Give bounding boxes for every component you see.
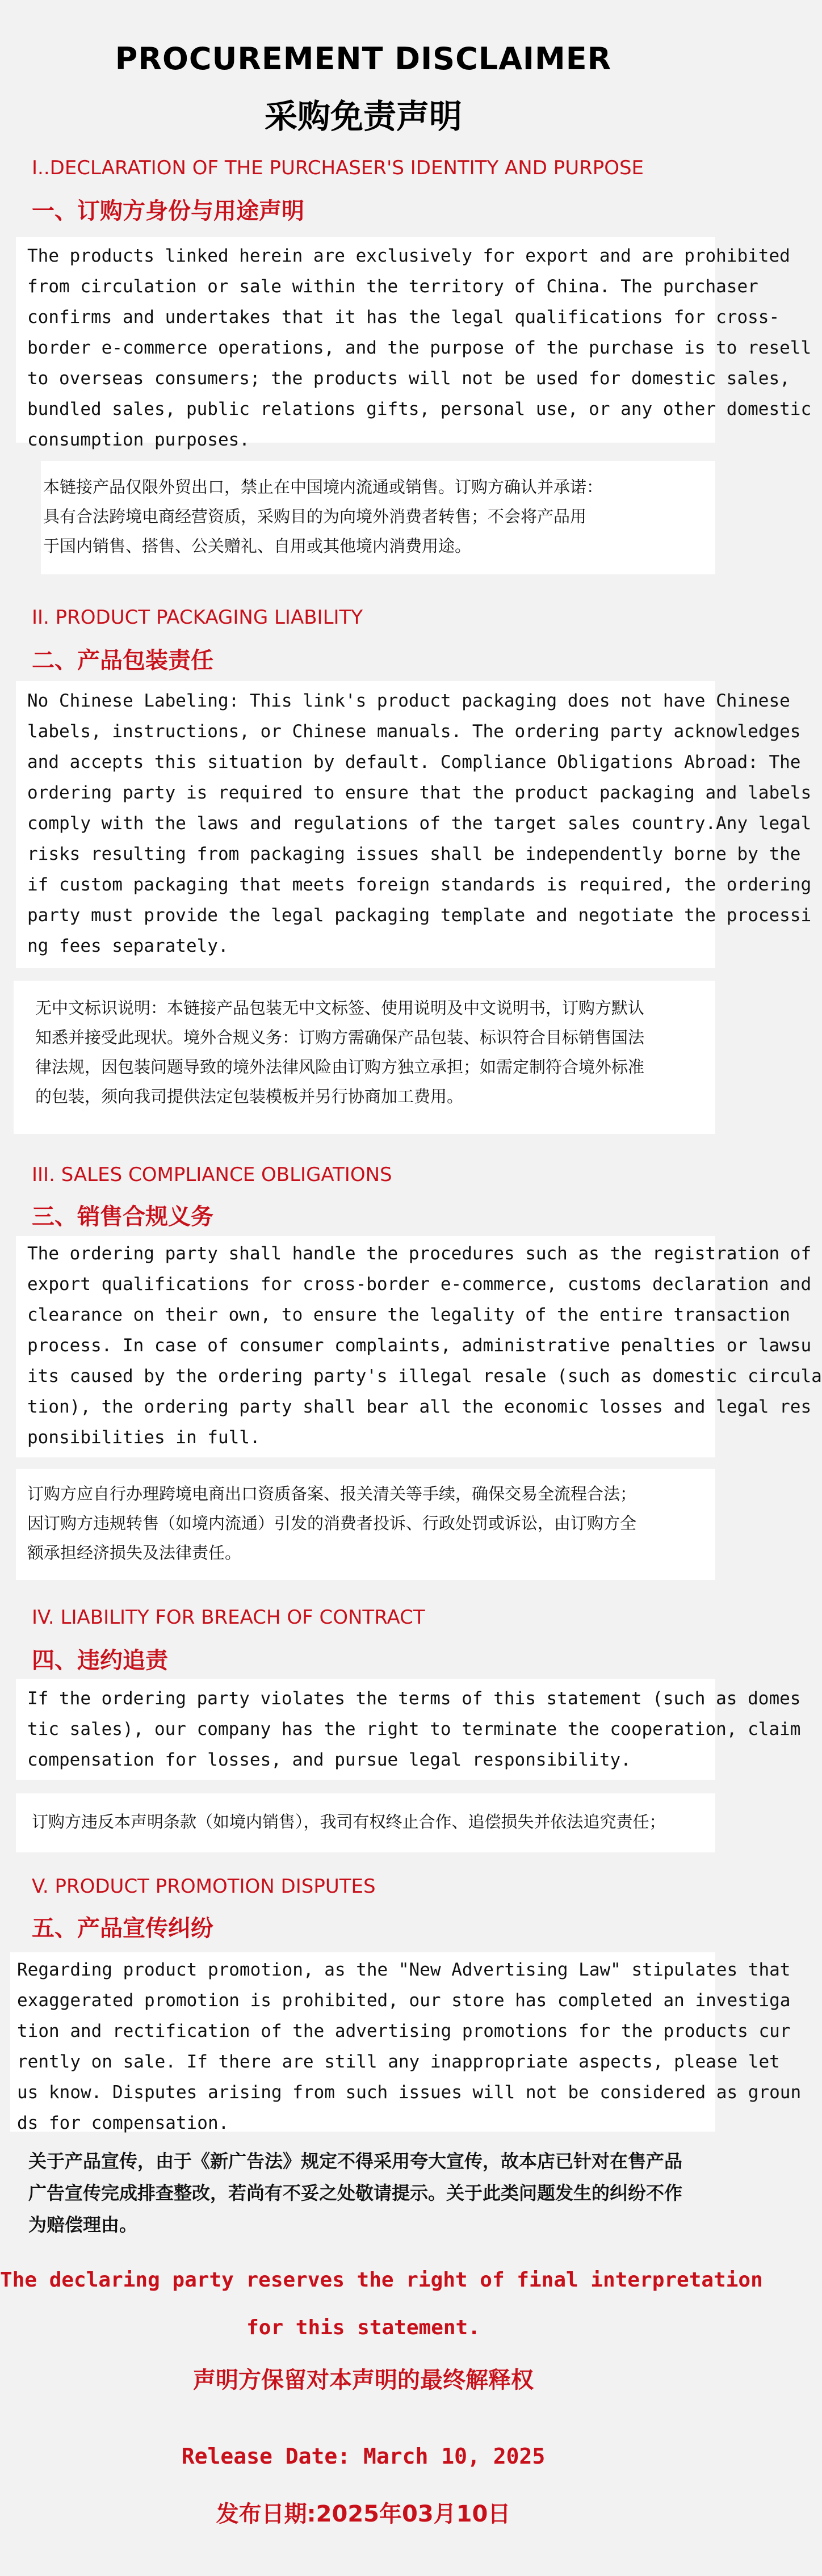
section-4-heading-cn: 四、违约追责 xyxy=(32,1648,168,1674)
page-title-en: PROCUREMENT DISCLAIMER xyxy=(115,41,612,77)
final-interpretation-cn: 声明方保留对本声明的最终解释权 xyxy=(193,2367,534,2393)
section-4-heading-en: IV. LIABILITY FOR BREACH OF CONTRACT xyxy=(32,1606,425,1629)
section-3-body-en: The ordering party shall handle the procedures such as the registration of export qualifications for cross-border e-commerce, customs declaration and clearance on their own, to ensure the legality of the entire transaction process. In case of consumer complaints, administrative penalties or lawsu its caused by the ordering party's illegal resale (such as domestic circula tion), the ordering party shall bear all the economic losses and legal res ponsibilities in full. xyxy=(27,1243,822,1448)
section-4-body-en: If the ordering party violates the terms of this statement (such as domes tic sales), our company has the right to terminate the cooperation, claim compensation for losses, and pursue legal responsibility. xyxy=(27,1688,801,1770)
page-title-cn: 采购免责声明 xyxy=(264,97,462,136)
section-1-heading-cn: 一、订购方身份与用途声明 xyxy=(32,198,304,224)
section-3-body-cn: 订购方应自行办理跨境电商出口资质备案、报关清关等手续，确保交易全流程合法； 因订购方违规转售（如境内流通）引发的消费者投诉、行政处罚或诉讼，由订购方全 额承担经济损失及法律责任。 xyxy=(27,1484,637,1562)
section-1-body-cn: 本链接产品仅限外贸出口，禁止在中国境内流通或销售。订购方确认并承诺： 具有合法跨境电商经营资质，采购目的为向境外消费者转售；不会将产品用 于国内销售、搭售、公关赠礼、自用或其他境内消费用途。 xyxy=(43,477,603,556)
section-5-heading-en: V. PRODUCT PROMOTION DISPUTES xyxy=(32,1875,376,1898)
section-1-heading-en: I..DECLARATION OF THE PURCHASER'S IDENTITY AND PURPOSE xyxy=(32,157,644,179)
section-2-heading-cn: 二、产品包装责任 xyxy=(32,648,213,674)
section-3-heading-en: III. SALES COMPLIANCE OBLIGATIONS xyxy=(32,1163,392,1186)
release-date-cn: 发布日期:2025年03月10日 xyxy=(216,2501,511,2527)
section-5-heading-cn: 五、产品宣传纠纷 xyxy=(32,1915,213,1942)
section-2-body-en: No Chinese Labeling: This link's product packaging does not have Chinese labels, instructions, or Chinese manuals. The ordering party acknowledges and accepts this situation by default. Compliance Obligations Abroad: The ordering party is required to ensure that the product packaging and labels comply with the laws and regulations of the target sales country.Any legal risks resulting from packaging issues shall be independently borne by the if custom packaging that meets foreign standards is required, the ordering party must provide the legal packaging template and negotiate the processi ng fees separately. xyxy=(27,691,812,956)
section-5-body-en: Regarding product promotion, as the "New Advertising Law" stipulates that exaggerated promotion is prohibited, our store has completed an investiga tion and rectification of the advertising promotions for the products cur rently on sale. If there are still any inappropriate aspects, please let us know. Disputes arising from such issues will not be considered as groun ds for compensation. xyxy=(17,1960,802,2133)
section-2-heading-en: II. PRODUCT PACKAGING LIABILITY xyxy=(32,606,363,629)
section-1-body-en: The products linked herein are exclusively for export and are prohibited from circulation or sale within the territory of China. The purchaser confirms and undertakes that it has the legal qualifications for cross- border e-commerce operations, and the purpose of the purchase is to resell to overseas consumers; the products will not be used for domestic sales, bundled sales, public relations gifts, personal use, or any other domestic consumption purposes. xyxy=(27,246,812,450)
section-4-body-cn: 订购方违反本声明条款（如境内销售），我司有权终止合作、追偿损失并依法追究责任； xyxy=(32,1812,666,1831)
final-interpretation-en: The declaring party reserves the right of final interpretation for this statement. xyxy=(0,2268,763,2339)
section-3-heading-cn: 三、销售合规义务 xyxy=(32,1204,213,1230)
section-5-body-cn: 关于产品宣传，由于《新广告法》规定不得采用夸大宣传，故本店已针对在售产品 广告宣传完成排查整改，若尚有不妥之处敬请提示。关于此类问题发生的纠纷不作 为赔偿理由。 xyxy=(28,2150,683,2235)
release-date-en: Release Date: March 10, 2025 xyxy=(181,2444,546,2469)
section-2-body-cn: 无中文标识说明：本链接产品包装无中文标签、使用说明及中文说明书，订购方默认 知悉并接受此现状。境外合规义务：订购方需确保产品包装、标识符合目标销售国法 律法规，因包装问题导致的境外法律风险由订购方独立承担；如需定制符合境外标准 的包装，须向我司提供法定包装模板并另行协商加工费用。 xyxy=(35,998,645,1106)
